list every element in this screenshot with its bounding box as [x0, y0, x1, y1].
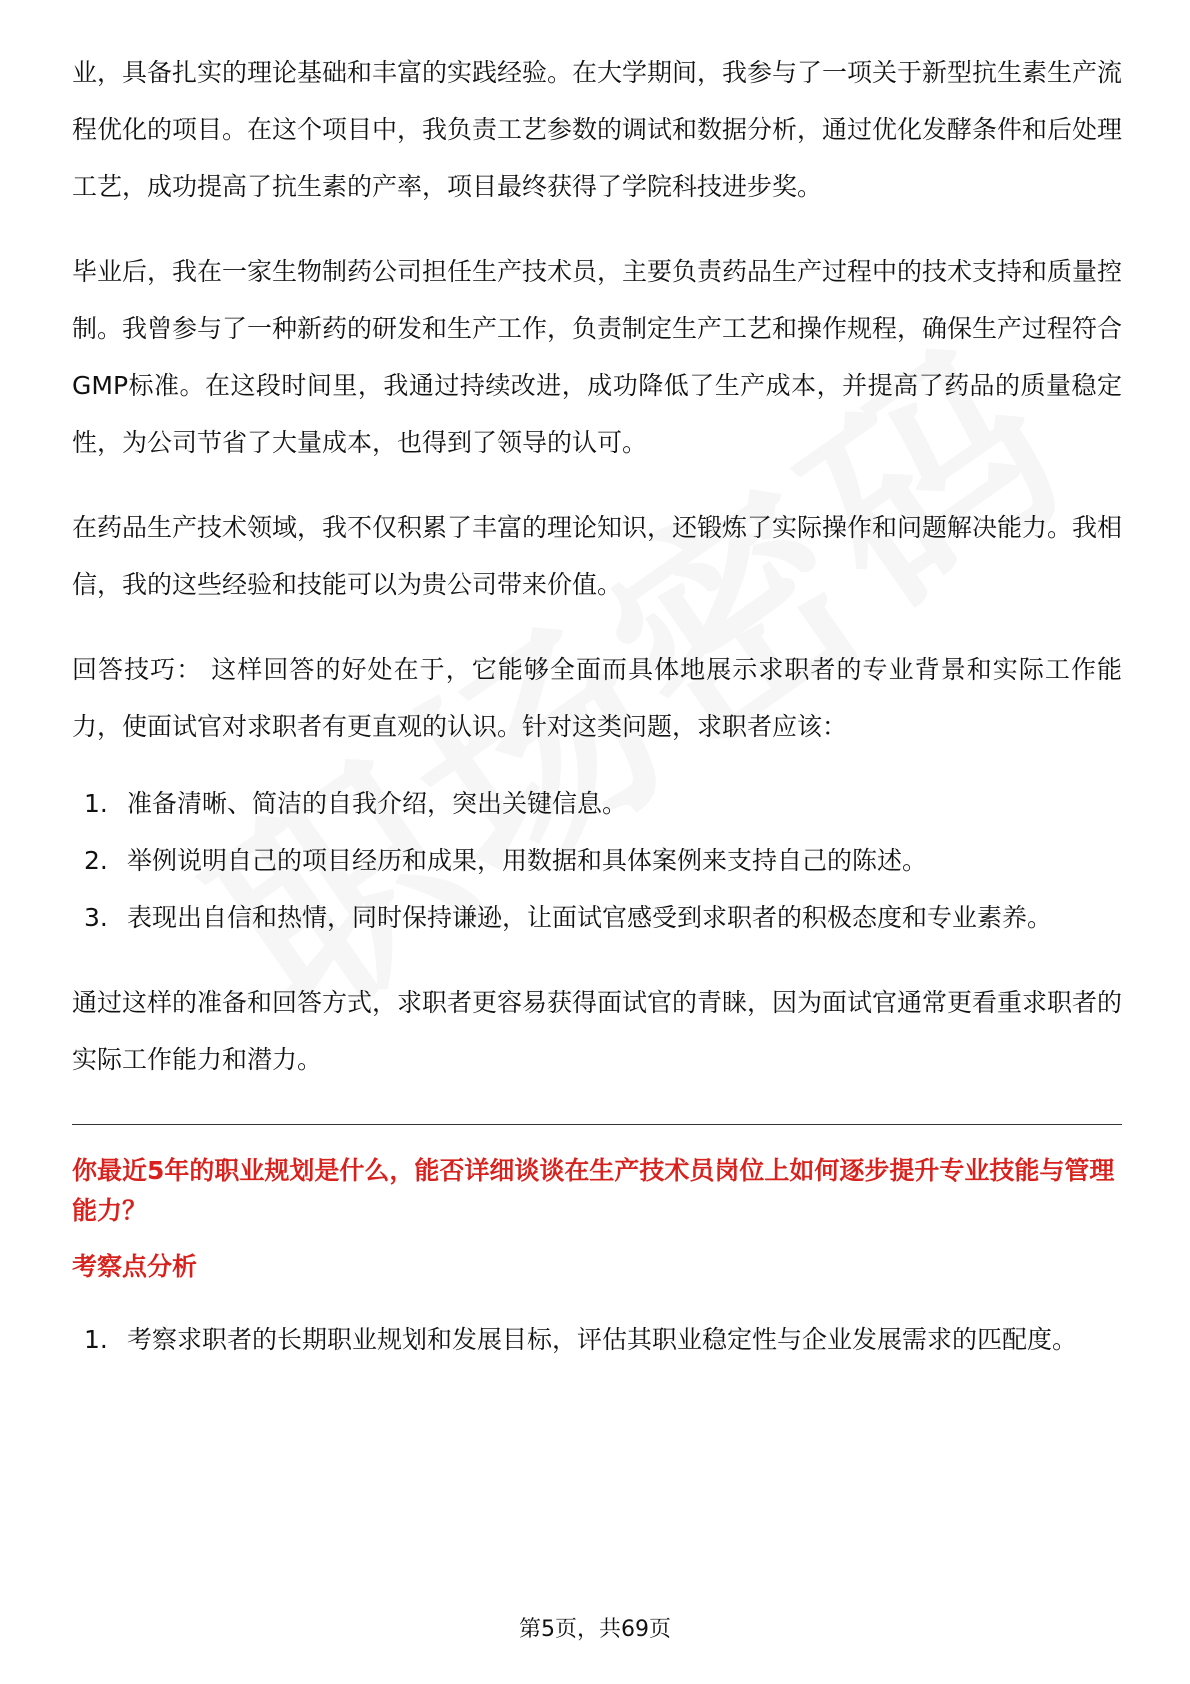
- paragraph-education: 业，具备扎实的理论基础和丰富的实践经验。在大学期间，我参与了一项关于新型抗生素生产流程优化的项目。在这个项目中，我负责工艺参数的调试和数据分析，通过优化发酵条件和后处理工艺，成功提高了抗生素的产率，项目最终获得了学院科技进步奖。: [72, 58, 1123, 201]
- page-footer: [0, 1615, 1190, 1645]
- paragraph-work-experience: 毕业后，我在一家生物制药公司担任生产技术员，主要负责药品生产过程中的技术支持和质量控制。我曾参与了一种新药的研发和生产工作，负责制定生产工艺和操作规程，确保生产过程符合GMP标准。在这段时间里，我通过持续改进，成功降低了生产成本，并提高了药品的质量稳定性，为公司节省了大量成本，也得到了领导的认可。: [72, 257, 1123, 457]
- list-text: 考察求职者的长期职业规划和发展目标，评估其职业稳定性与企业发展需求的匹配度。: [127, 1325, 1078, 1354]
- paragraph-summary: 在药品生产技术领域，我不仅积累了丰富的理论知识，还锻炼了实际操作和问题解决能力。我相信，我的这些经验和技能可以为贵公司带来价值。: [72, 513, 1123, 599]
- list-item: [72, 832, 1122, 889]
- page-number-label: 第5页，共69页: [519, 1617, 671, 1642]
- list-number: 3.: [84, 903, 108, 932]
- list-item: [72, 889, 1122, 946]
- question-title: 你最近5年的职业规划是什么，能否详细谈谈在生产技术员岗位上如何逐步提升专业技能与管理能力？: [72, 1156, 1115, 1225]
- paragraph-answer-tips: 回答技巧： 这样回答的好处在于，它能够全面而具体地展示求职者的专业背景和实际工作能力，使面试官对求职者有更直观的认识。针对这类问题，求职者应该：: [72, 655, 1122, 741]
- page-content: [72, 44, 1122, 1368]
- analysis-heading: 考察点分析: [72, 1252, 198, 1281]
- list-text: 举例说明自己的项目经历和成果，用数据和具体案例来支持自己的陈述。: [127, 846, 928, 875]
- list-text: 准备清晰、简洁的自我介绍，突出关键信息。: [127, 789, 628, 818]
- list-item: [72, 775, 1122, 832]
- analysis-list: [72, 1311, 1122, 1368]
- tips-list: [72, 775, 1122, 946]
- list-text: 表现出自信和热情，同时保持谦逊，让面试官感受到求职者的积极态度和专业素养。: [127, 903, 1053, 932]
- list-item: [72, 1311, 1122, 1368]
- section-divider: [72, 1124, 1122, 1125]
- list-number: 1.: [84, 1325, 108, 1354]
- list-number: 1.: [84, 789, 108, 818]
- paragraph-conclusion: 通过这样的准备和回答方式，求职者更容易获得面试官的青睐，因为面试官通常更看重求职者的实际工作能力和潜力。: [72, 988, 1123, 1074]
- list-number: 2.: [84, 846, 108, 875]
